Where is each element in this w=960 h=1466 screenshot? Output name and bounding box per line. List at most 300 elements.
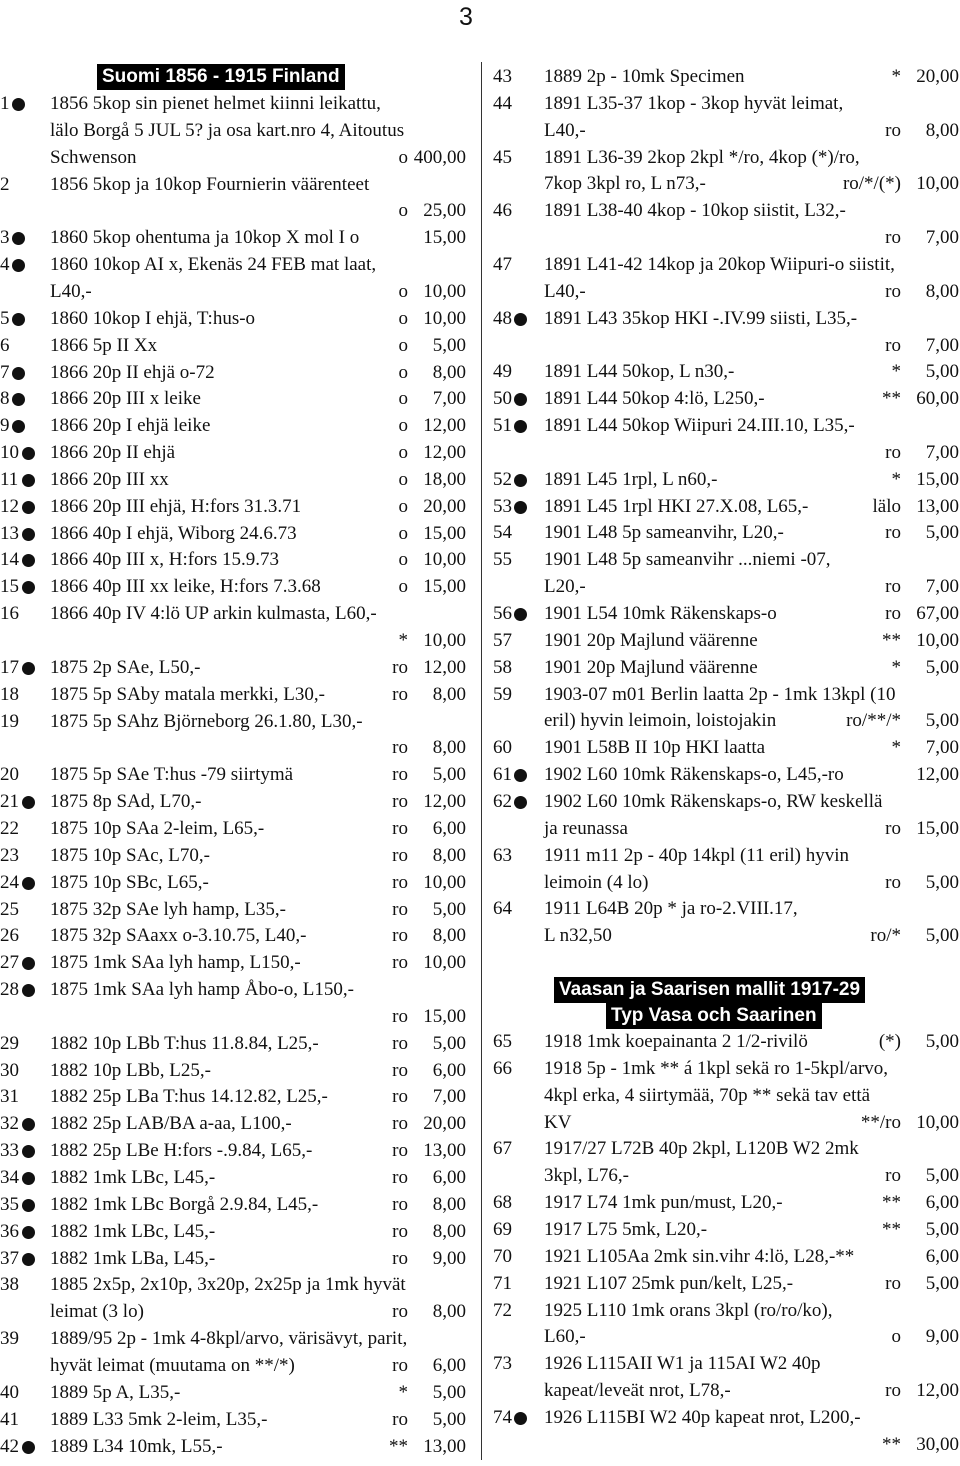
condition-code: ro xyxy=(392,1220,408,1242)
catalog-line xyxy=(0,897,466,923)
lot-price: 8,00 xyxy=(432,925,466,947)
condition-code: (*) xyxy=(878,1031,901,1052)
lot-number: 47 xyxy=(493,253,512,275)
catalog-line xyxy=(0,923,466,949)
lot-number: 29 xyxy=(0,1032,19,1054)
catalog-line xyxy=(0,735,466,761)
lot-number: 68 xyxy=(493,1192,512,1214)
condition-code: ro xyxy=(885,522,901,544)
lot-price: 7,00 xyxy=(432,1086,466,1108)
lot-price: 9,00 xyxy=(925,1326,959,1348)
catalog-line xyxy=(493,279,959,305)
lot-price: 5,00 xyxy=(925,871,959,893)
catalog-line xyxy=(493,708,959,734)
catalog-line xyxy=(0,1138,466,1164)
lot-description: 1903-07 m01 Berlin laatta 2p - 1mk 13kpl (10 xyxy=(544,683,896,705)
condition-code: o xyxy=(398,576,408,598)
lot-number: 35 xyxy=(0,1193,19,1215)
lot-description: 1889/95 2p - 1mk 4-8kpl/arvo, värisävyt, parit, xyxy=(50,1328,408,1350)
dot-marker-icon xyxy=(22,877,35,890)
lot-number: 6 xyxy=(0,334,10,356)
dot-marker-icon xyxy=(12,232,25,245)
dot-marker-icon xyxy=(12,98,25,111)
lot-number: 3 xyxy=(0,227,10,249)
lot-description: Schwenson xyxy=(50,146,137,168)
lot-description: 1901 L48 5p sameanvihr ...niemi -07, xyxy=(544,549,831,571)
lot-price: 5,00 xyxy=(925,522,959,544)
catalog-line xyxy=(0,601,466,627)
lot-price: 6,00 xyxy=(925,1192,959,1214)
condition-code: ro xyxy=(392,737,408,759)
condition-code: ro/**/* xyxy=(846,710,901,732)
catalog-line xyxy=(0,1326,466,1352)
lot-description: 1917 L74 1mk pun/must, L20,- xyxy=(544,1192,783,1214)
lot-price: 10,00 xyxy=(423,549,466,571)
condition-code: ro xyxy=(392,683,408,705)
lot-description: L60,- xyxy=(544,1326,586,1348)
lot-description: KV xyxy=(544,1111,572,1133)
lot-description: 1860 10kop AI x, Ekenäs 24 FEB mat laat, xyxy=(50,254,377,276)
lot-description: 1875 5p SAhz Björneborg 26.1.80, L30,- xyxy=(50,710,363,732)
condition-code: * xyxy=(891,737,901,759)
lot-description: 1866 20p III xx xyxy=(50,468,169,490)
condition-code: ro xyxy=(392,1408,408,1430)
lot-price: 12,00 xyxy=(423,791,466,813)
dot-marker-icon xyxy=(12,420,25,433)
lot-description: hyvät leimat (muutama on **/*) xyxy=(50,1354,295,1376)
lot-number: 70 xyxy=(493,1245,512,1267)
dot-marker-icon xyxy=(12,393,25,406)
lot-number: 46 xyxy=(493,200,512,222)
lot-description: 1882 1mk LBc, L45,- xyxy=(50,1220,216,1242)
lot-price: 60,00 xyxy=(916,388,959,410)
lot-price: 67,00 xyxy=(916,603,959,624)
catalog-line xyxy=(0,198,466,224)
dot-marker-icon xyxy=(22,957,35,970)
lot-price: 5,00 xyxy=(925,656,959,678)
catalog-line xyxy=(493,1110,959,1136)
condition-code: ro xyxy=(885,1272,901,1294)
lot-price: 6,00 xyxy=(432,817,466,839)
catalog-line xyxy=(493,386,959,412)
lot-description: 1882 1mk LBa, L45,- xyxy=(50,1247,216,1269)
catalog-line xyxy=(493,1298,959,1324)
lot-number: 61 xyxy=(493,764,512,786)
lot-price: 8,00 xyxy=(925,280,959,302)
lot-number: 42 xyxy=(0,1435,19,1457)
lot-number: 33 xyxy=(0,1140,19,1162)
condition-code: ro xyxy=(885,227,901,249)
catalog-line xyxy=(493,1083,959,1109)
dot-marker-icon xyxy=(514,313,527,326)
catalog-line xyxy=(0,440,466,466)
lot-number: 2 xyxy=(0,173,10,195)
lot-number: 45 xyxy=(493,146,512,168)
catalog-line xyxy=(0,1246,466,1272)
dot-marker-icon xyxy=(22,528,35,541)
lot-description: 1860 5kop ohentuma ja 10kop X mol I o xyxy=(50,227,360,249)
catalog-line xyxy=(0,1299,466,1325)
catalog-line xyxy=(0,843,466,869)
condition-code: o xyxy=(398,280,408,302)
lot-price: 10,00 xyxy=(423,280,466,302)
lot-price: 18,00 xyxy=(423,468,466,490)
condition-code: ro xyxy=(392,871,408,893)
catalog-line xyxy=(493,520,959,546)
lot-price: 10,00 xyxy=(916,1111,959,1133)
condition-code: ro xyxy=(392,1354,408,1376)
catalog-line xyxy=(493,171,959,197)
condition-code: lälo xyxy=(872,495,901,517)
catalog-line xyxy=(493,440,959,466)
catalog-line xyxy=(0,91,466,117)
lot-price: 15,00 xyxy=(916,468,959,490)
condition-code: ro xyxy=(392,1167,408,1188)
catalog-line xyxy=(493,655,959,681)
lot-price: 7,00 xyxy=(432,388,466,410)
condition-code: * xyxy=(398,1381,408,1403)
condition-code: * xyxy=(891,66,901,87)
lot-description: 1921 L107 25mk pun/kelt, L25,- xyxy=(544,1272,794,1294)
condition-code: ro xyxy=(392,844,408,866)
catalog-line xyxy=(0,762,466,788)
catalog-line xyxy=(493,735,959,761)
catalog-line xyxy=(0,386,466,412)
condition-code: ro xyxy=(392,1005,408,1027)
catalog-line xyxy=(493,1244,959,1270)
dot-marker-icon xyxy=(22,796,35,809)
condition-code: o xyxy=(398,468,408,490)
lot-price: 10,00 xyxy=(916,173,959,195)
condition-code: ro xyxy=(392,791,408,813)
lot-price: 12,00 xyxy=(423,442,466,464)
lot-description: 1891 L38-40 4kop - 10kop siistit, L32,- xyxy=(544,200,846,222)
lot-description: 1891 L45 1rpl, L n60,- xyxy=(544,468,718,490)
condition-code: o xyxy=(398,522,408,544)
catalog-line xyxy=(493,333,959,359)
lot-description: 1882 1mk LBc Borgå 2.9.84, L45,- xyxy=(50,1193,319,1215)
lot-description: 1918 1mk koepainanta 2 1/2-rivilö xyxy=(544,1031,808,1052)
catalog-line xyxy=(493,1217,959,1243)
condition-code: ro/*/(*) xyxy=(842,173,901,195)
catalog-line xyxy=(493,628,959,654)
lot-price: 6,00 xyxy=(432,1167,466,1188)
catalog-line xyxy=(0,306,466,332)
lot-number: 57 xyxy=(493,629,512,651)
catalog-line xyxy=(0,870,466,896)
lot-description: 1882 25p LBa T:hus 14.12.82, L25,- xyxy=(50,1086,328,1108)
lot-number: 38 xyxy=(0,1274,19,1296)
lot-price: 15,00 xyxy=(423,227,466,249)
condition-code: o xyxy=(398,146,408,168)
lot-number: 64 xyxy=(493,898,512,920)
condition-code: ro xyxy=(392,1113,408,1135)
dot-marker-icon xyxy=(22,1253,35,1266)
catalog-line xyxy=(0,1165,466,1191)
lot-price: 15,00 xyxy=(423,576,466,598)
condition-code: * xyxy=(891,361,901,383)
catalog-line xyxy=(493,1378,959,1404)
lot-description: 1856 5kop sin pienet helmet kiinni leikattu, xyxy=(50,93,381,114)
lot-number: 12 xyxy=(0,495,19,517)
condition-code: **/ro xyxy=(860,1111,901,1133)
lot-description: 1918 5p - 1mk ** á 1kpl sekä ro 1-5kpl/arvo, xyxy=(544,1057,889,1079)
catalog-line xyxy=(493,118,959,144)
lot-price: 7,00 xyxy=(925,737,959,759)
dot-marker-icon xyxy=(22,1441,35,1454)
catalog-line xyxy=(0,655,466,681)
lot-number: 14 xyxy=(0,549,19,571)
lot-price: 13,00 xyxy=(916,495,959,517)
catalog-line xyxy=(0,145,466,171)
lot-price: 30,00 xyxy=(916,1433,959,1455)
catalog-line xyxy=(0,574,466,600)
lot-description: L40,- xyxy=(544,280,586,302)
lot-number: 53 xyxy=(493,495,512,517)
lot-description: 1882 10p LBb T:hus 11.8.84, L25,- xyxy=(50,1032,319,1054)
condition-code: o xyxy=(891,1326,901,1348)
lot-number: 9 xyxy=(0,415,10,437)
dot-marker-icon xyxy=(22,1226,35,1239)
lot-price: 25,00 xyxy=(423,200,466,222)
lot-number: 43 xyxy=(493,66,512,87)
catalog-line xyxy=(493,1324,959,1350)
catalog-line xyxy=(0,547,466,573)
lot-description: 1926 L115AII W1 ja 115AI W2 40p xyxy=(544,1353,821,1375)
catalog-line xyxy=(0,628,466,654)
lot-price: 7,00 xyxy=(925,227,959,249)
lot-price: 20,00 xyxy=(423,495,466,517)
lot-number: 4 xyxy=(0,254,10,276)
lot-description: 1875 32p SAaxx o-3.10.75, L40,- xyxy=(50,925,307,947)
condition-code: ** xyxy=(882,1433,901,1455)
lot-description: 1891 L35-37 1kop - 3kop hyvät leimat, xyxy=(544,92,844,114)
lot-number: 1 xyxy=(0,93,10,114)
lot-number: 10 xyxy=(0,442,19,464)
catalog-line xyxy=(493,1163,959,1189)
lot-description: 1917 L75 5mk, L20,- xyxy=(544,1218,708,1240)
lot-number: 62 xyxy=(493,790,512,812)
lot-price: 6,00 xyxy=(432,1059,466,1081)
catalog-line xyxy=(0,252,466,278)
condition-code: o xyxy=(398,549,408,571)
lot-number: 69 xyxy=(493,1218,512,1240)
catalog-line xyxy=(0,1111,466,1137)
lot-number: 40 xyxy=(0,1381,19,1403)
lot-number: 60 xyxy=(493,737,512,759)
catalog-line xyxy=(0,816,466,842)
lot-description: 1891 L43 35kop HKI -.IV.99 siisti, L35,- xyxy=(544,307,858,329)
condition-code: o xyxy=(398,200,408,222)
lot-description: L n32,50 xyxy=(544,925,612,947)
lot-description: 1866 40p IV 4:lö UP arkin kulmasta, L60,- xyxy=(50,603,377,625)
lot-number: 39 xyxy=(0,1328,19,1350)
lot-description: 1891 L44 50kop Wiipuri 24.III.10, L35,- xyxy=(544,415,855,437)
catalog-line xyxy=(0,682,466,708)
left-column xyxy=(0,0,466,1466)
catalog-line xyxy=(0,1272,466,1298)
lot-description: 1891 L45 1rpl HKI 27.X.08, L65,- xyxy=(544,495,809,517)
lot-number: 71 xyxy=(493,1272,512,1294)
catalog-line xyxy=(0,333,466,359)
lot-description: L40,- xyxy=(544,119,586,141)
condition-code: ** xyxy=(882,1192,901,1214)
lot-description: 4kpl erka, 4 siirtymää, 70p ** sekä tav että xyxy=(544,1084,871,1106)
dot-marker-icon xyxy=(514,608,527,621)
catalog-line xyxy=(493,225,959,251)
lot-number: 54 xyxy=(493,522,512,544)
lot-price: 5,00 xyxy=(432,1408,466,1430)
lot-price: 20,00 xyxy=(423,1113,466,1135)
lot-description: 1911 m11 2p - 40p 14kpl (11 eril) hyvin xyxy=(544,844,850,866)
catalog-line xyxy=(0,521,466,547)
catalog-line xyxy=(0,494,466,520)
lot-price: 5,00 xyxy=(432,898,466,920)
lot-description: 1875 5p SAe T:hus -79 siirtymä xyxy=(50,764,294,786)
lot-description: 1889 2p - 10mk Specimen xyxy=(544,66,745,87)
lot-number: 19 xyxy=(0,710,19,732)
lot-number: 23 xyxy=(0,844,19,866)
catalog-line xyxy=(493,816,959,842)
lot-number: 73 xyxy=(493,1353,512,1375)
lot-price: 12,00 xyxy=(423,415,466,437)
lot-description: 1901 20p Majlund väärenne xyxy=(544,656,758,678)
condition-code: o xyxy=(398,334,408,356)
lot-description: 1875 32p SAe lyh hamp, L35,- xyxy=(50,898,286,920)
catalog-line xyxy=(0,1084,466,1110)
lot-description: L40,- xyxy=(50,280,92,302)
lot-description: 1889 L33 5mk 2-leim, L35,- xyxy=(50,1408,268,1430)
lot-description: 1925 L110 1mk orans 3kpl (ro/ro/ko), xyxy=(544,1299,833,1321)
catalog-line xyxy=(493,601,959,627)
lot-price: 400,00 xyxy=(413,146,466,168)
condition-code: ro xyxy=(392,1086,408,1108)
catalog-line xyxy=(0,1407,466,1433)
lot-number: 55 xyxy=(493,549,512,571)
condition-code: ro xyxy=(392,898,408,920)
catalog-line xyxy=(0,172,466,198)
condition-code: ** xyxy=(882,629,901,651)
lot-description: 1917/27 L72B 40p 2kpl, L120B W2 2mk xyxy=(544,1138,859,1160)
catalog-line xyxy=(493,843,959,869)
lot-description: 1875 10p SAc, L70,- xyxy=(50,844,210,866)
catalog-line xyxy=(0,413,466,439)
lot-price: 13,00 xyxy=(423,1140,466,1162)
dot-marker-icon xyxy=(514,420,527,433)
lot-number: 11 xyxy=(0,468,19,490)
lot-price: 12,00 xyxy=(423,656,466,678)
lot-description: 1856 5kop ja 10kop Fournierin väärenteet xyxy=(50,173,370,195)
lot-price: 9,00 xyxy=(432,1247,466,1269)
condition-code: o xyxy=(398,388,408,410)
lot-price: 8,00 xyxy=(432,683,466,705)
lot-description: 1901 L54 10mk Räkenskaps-o xyxy=(544,603,777,624)
lot-description: 1902 L60 10mk Räkenskaps-o, L45,-ro xyxy=(544,764,844,786)
lot-price: 8,00 xyxy=(432,1220,466,1242)
condition-code: ro xyxy=(392,1140,408,1162)
lot-price: 6,00 xyxy=(925,1245,959,1267)
condition-code: ro xyxy=(392,1247,408,1269)
lot-price: 10,00 xyxy=(423,307,466,329)
lot-description: 1891 L41-42 14kop ja 20kop Wiipuri-o siistit, xyxy=(544,253,895,275)
lot-description: 1866 40p III x, H:fors 15.9.73 xyxy=(50,549,280,571)
lot-price: 5,00 xyxy=(925,361,959,383)
condition-code: o xyxy=(398,307,408,329)
lot-number: 50 xyxy=(493,388,512,410)
lot-number: 49 xyxy=(493,361,512,383)
dot-marker-icon xyxy=(514,474,527,487)
lot-number: 30 xyxy=(0,1059,19,1081)
catalog-line xyxy=(0,1353,466,1379)
lot-description: 1866 40p III xx leike, H:fors 7.3.68 xyxy=(50,576,321,598)
catalog-line xyxy=(493,1136,959,1162)
lot-price: 8,00 xyxy=(925,119,959,141)
lot-description: 1875 10p SBc, L65,- xyxy=(50,871,209,893)
dot-marker-icon xyxy=(22,1145,35,1158)
lot-number: 52 xyxy=(493,468,512,490)
catalog-line xyxy=(493,145,959,171)
lot-description: 1875 2p SAe, L50,- xyxy=(50,656,201,678)
lot-number: 44 xyxy=(493,92,512,114)
lot-description: 1866 20p II ehjä xyxy=(50,442,176,464)
catalog-line xyxy=(0,118,466,144)
lot-price: 6,00 xyxy=(432,1354,466,1376)
lot-number: 32 xyxy=(0,1113,19,1135)
lot-price: 15,00 xyxy=(423,522,466,544)
lot-description: 1889 L34 10mk, L55,- xyxy=(50,1435,223,1457)
dot-marker-icon xyxy=(514,393,527,406)
lot-description: 1882 25p LBe H:fors -.9.84, L65,- xyxy=(50,1140,313,1162)
condition-code: ro xyxy=(885,871,901,893)
right-column xyxy=(493,0,959,1466)
lot-number: 27 xyxy=(0,952,19,974)
dot-marker-icon xyxy=(22,662,35,675)
dot-marker-icon xyxy=(12,313,25,326)
condition-code: ro/* xyxy=(870,925,901,947)
lot-price: 7,00 xyxy=(925,441,959,463)
catalog-line xyxy=(493,1271,959,1297)
catalog-line xyxy=(493,1405,959,1431)
lot-price: 10,00 xyxy=(916,629,959,651)
lot-description: 1891 L44 50kop 4:lö, L250,- xyxy=(544,388,765,410)
lot-number: 66 xyxy=(493,1057,512,1079)
lot-description: eril) hyvin leimoin, loistojakin xyxy=(544,710,777,732)
lot-price: 8,00 xyxy=(432,1301,466,1323)
lot-number: 17 xyxy=(0,656,19,678)
catalog-line xyxy=(493,252,959,278)
lot-description: 1891 L36-39 2kop 2kpl */ro, 4kop (*)/ro, xyxy=(544,146,860,168)
condition-code: ro xyxy=(885,1380,901,1402)
catalog-line xyxy=(0,467,466,493)
dot-marker-icon xyxy=(22,581,35,594)
lot-price: 13,00 xyxy=(423,1435,466,1457)
condition-code: ro xyxy=(392,1032,408,1054)
lot-price: 5,00 xyxy=(432,1381,466,1403)
condition-code: ro xyxy=(885,280,901,302)
lot-description: leimat (3 lo) xyxy=(50,1301,144,1323)
lot-number: 13 xyxy=(0,522,19,544)
lot-description: 7kop 3kpl ro, L n73,- xyxy=(544,173,706,195)
catalog-line xyxy=(0,977,466,1003)
catalog-line xyxy=(493,682,959,708)
lot-price: 5,00 xyxy=(432,764,466,786)
dot-marker-icon xyxy=(514,501,527,514)
lot-number: 5 xyxy=(0,307,10,329)
lot-price: 5,00 xyxy=(432,1032,466,1054)
lot-number: 16 xyxy=(0,603,19,625)
lot-number: 36 xyxy=(0,1220,19,1242)
lot-description: 1921 L105Aa 2mk sin.vihr 4:lö, L28,-** xyxy=(544,1245,855,1267)
